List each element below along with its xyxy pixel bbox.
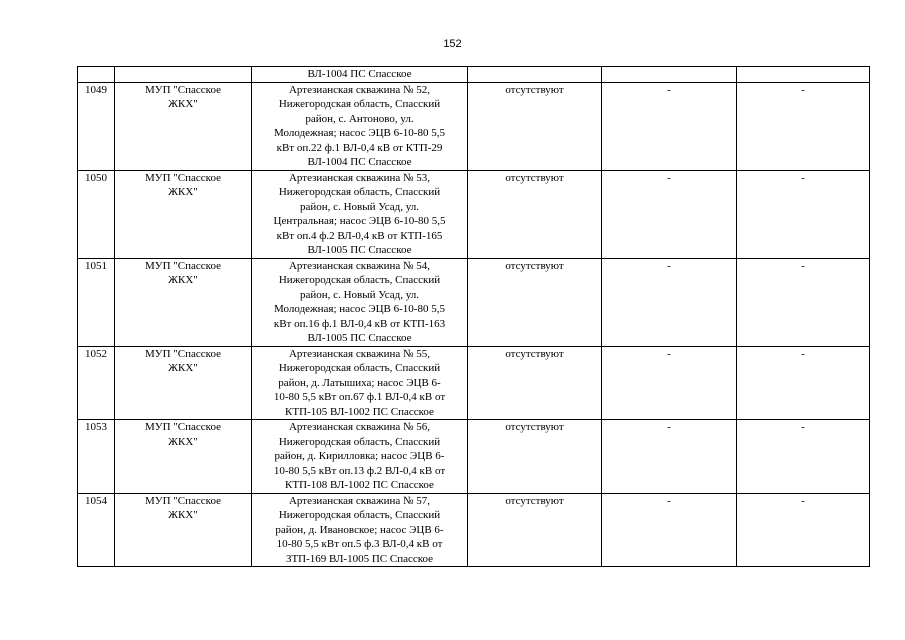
registry-table	[77, 66, 870, 567]
description-line: район, д. Латышиха; насос ЭЦВ 6-	[278, 376, 441, 389]
column-6-cell: -	[737, 170, 870, 258]
owner-line: МУП "Спасское	[145, 83, 221, 96]
status-cell: отсутствуют	[468, 82, 602, 170]
description-line: Артезианская скважина № 52,	[288, 83, 431, 96]
description-line: район, с. Новый Усад, ул.	[300, 288, 419, 301]
description-line: ВЛ-1005 ПС Спасское	[307, 244, 412, 256]
column-6-cell: -	[737, 346, 870, 420]
description-cell	[252, 346, 468, 420]
owner-line: ЖКХ"	[168, 435, 198, 448]
description-line: ВЛ-1004 ПС Спасское	[307, 156, 412, 168]
description-cell	[252, 493, 468, 567]
owner-line: ЖКХ"	[168, 98, 198, 110]
row-number-cell: 1052	[78, 346, 115, 420]
table-row	[78, 258, 870, 346]
column-6-cell: -	[737, 493, 870, 567]
owner-cell	[115, 82, 252, 170]
row-number-cell: 1054	[78, 493, 115, 567]
continuation-desc: ВЛ-1004 ПС Спасское	[307, 68, 412, 80]
description-cell	[252, 170, 468, 258]
description-line: Молодежная; насос ЭЦВ 6-10-80 5,5	[274, 127, 445, 139]
description-line: Артезианская скважина № 53,	[288, 171, 431, 184]
description-line: район, д. Ивановское; насос ЭЦВ 6-	[275, 523, 444, 536]
description-line: Артезианская скважина № 56,	[288, 421, 431, 433]
owner-line: МУП "Спасское	[145, 171, 221, 184]
status-cell: отсутствуют	[468, 258, 602, 346]
owner-line: МУП "Спасское	[145, 347, 221, 360]
column-5-cell: -	[602, 346, 737, 420]
continuation-col5-cell	[602, 67, 737, 83]
continuation-status-cell	[468, 67, 602, 83]
description-cell	[252, 420, 468, 494]
table-row	[78, 493, 870, 567]
description-line: Молодежная; насос ЭЦВ 6-10-80 5,5	[274, 303, 445, 315]
continuation-owner-cell	[115, 67, 252, 83]
column-5-cell: -	[602, 258, 737, 346]
description-line: Центральная; насос ЭЦВ 6-10-80 5,5	[273, 215, 446, 227]
description-line: район, д. Кирилловка; насос ЭЦВ 6-	[274, 450, 445, 462]
description-line: 10-80 5,5 кВт оп.67 ф.1 ВЛ-0,4 кВ от	[273, 391, 446, 403]
column-5-cell: -	[602, 82, 737, 170]
row-number-cell: 1053	[78, 420, 115, 494]
description-line: Артезианская скважина № 57,	[288, 494, 431, 507]
owner-cell	[115, 346, 252, 420]
status-cell: отсутствуют	[468, 170, 602, 258]
description-line: район, с. Новый Усад, ул.	[300, 200, 419, 213]
status-cell: отсутствуют	[468, 493, 602, 567]
owner-line: ЖКХ"	[168, 186, 198, 198]
description-line: район, с. Антоново, ул.	[305, 112, 414, 125]
row-number-cell: 1051	[78, 258, 115, 346]
owner-line: МУП "Спасское	[145, 421, 221, 433]
column-5-cell: -	[602, 170, 737, 258]
status-cell: отсутствуют	[468, 346, 602, 420]
description-line: кВт оп.4 ф.2 ВЛ-0,4 кВ от КТП-165	[276, 229, 443, 242]
column-5-cell: -	[602, 493, 737, 567]
continuation-row	[78, 67, 870, 83]
owner-cell	[115, 420, 252, 494]
column-6-cell: -	[737, 82, 870, 170]
owner-cell	[115, 493, 252, 567]
description-line: Артезианская скважина № 54,	[288, 259, 431, 272]
column-6-cell: -	[737, 420, 870, 494]
owner-line: МУП "Спасское	[145, 259, 221, 272]
description-cell	[252, 82, 468, 170]
row-number-cell: 1049	[78, 82, 115, 170]
owner-cell	[115, 170, 252, 258]
table-row	[78, 82, 870, 170]
description-line: Нижегородская область, Спасский	[278, 274, 441, 286]
column-6-cell: -	[737, 258, 870, 346]
description-line: Артезианская скважина № 55,	[288, 347, 431, 360]
owner-cell	[115, 258, 252, 346]
continuation-num-cell	[78, 67, 115, 83]
table-row	[78, 170, 870, 258]
description-line: КТП-108 ВЛ-1002 ПС Спасское	[285, 479, 434, 491]
description-line: Нижегородская область, Спасский	[278, 509, 441, 521]
column-5-cell: -	[602, 420, 737, 494]
status-cell: отсутствуют	[468, 420, 602, 494]
description-line: кВт оп.22 ф.1 ВЛ-0,4 кВ от КТП-29	[276, 141, 443, 154]
table-row	[78, 346, 870, 420]
owner-line: ЖКХ"	[168, 509, 198, 521]
page-number: 152	[443, 38, 462, 50]
description-line: ЗТП-169 ВЛ-1005 ПС Спасское	[285, 552, 434, 565]
row-number-cell: 1050	[78, 170, 115, 258]
owner-line: ЖКХ"	[168, 274, 198, 286]
description-line: кВт оп.16 ф.1 ВЛ-0,4 кВ от КТП-163	[273, 317, 446, 330]
continuation-desc-cell	[252, 67, 468, 83]
description-line: ВЛ-1005 ПС Спасское	[307, 332, 412, 344]
description-line: Нижегородская область, Спасский	[278, 362, 441, 374]
description-line: 10-80 5,5 кВт оп.5 ф.3 ВЛ-0,4 кВ от	[276, 538, 443, 550]
table-row	[78, 420, 870, 494]
description-line: Нижегородская область, Спасский	[278, 98, 441, 110]
owner-line: ЖКХ"	[168, 362, 198, 374]
description-line: 10-80 5,5 кВт оп.13 ф.2 ВЛ-0,4 кВ от	[273, 464, 446, 477]
owner-line: МУП "Спасское	[145, 494, 221, 507]
description-cell	[252, 258, 468, 346]
description-line: КТП-105 ВЛ-1002 ПС Спасское	[285, 405, 434, 418]
description-line: Нижегородская область, Спасский	[278, 186, 441, 198]
continuation-col6-cell	[737, 67, 870, 83]
description-line: Нижегородская область, Спасский	[278, 435, 441, 448]
